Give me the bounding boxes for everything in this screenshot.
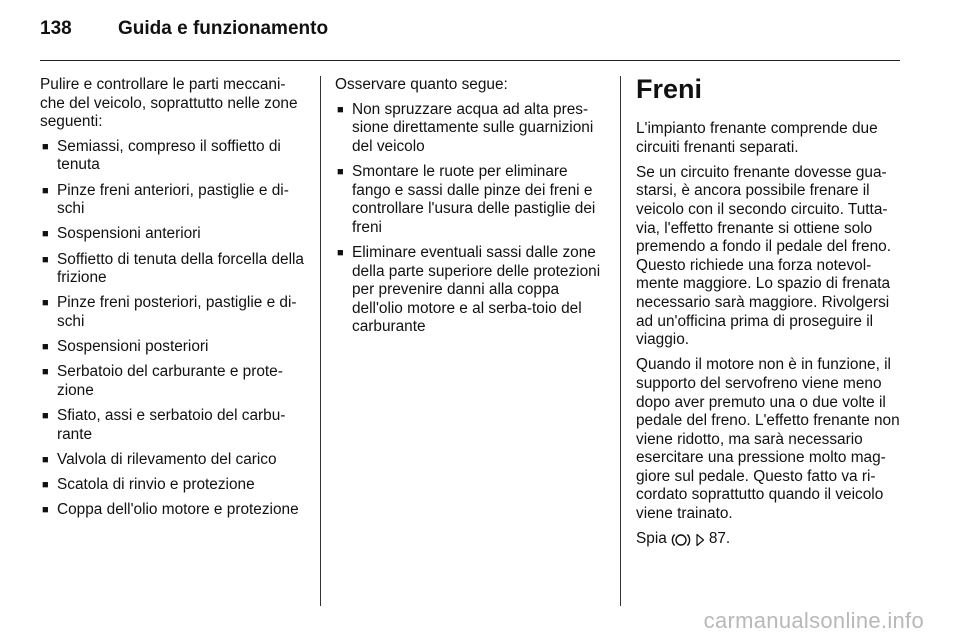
bullet-icon: ■ (42, 253, 49, 266)
reference-label: Spia (636, 530, 667, 548)
watermark: carmanualsonline.info (703, 608, 924, 633)
list-item: ■ Non spruzzare acqua ad alta pres-sione direttamente sulle guarnizioni del veicolo (337, 100, 594, 155)
bullet-icon: ■ (42, 504, 49, 517)
page-reference-arrow-icon (695, 533, 705, 547)
bullet-icon: ■ (42, 366, 49, 379)
cleaning-list (40, 138, 308, 520)
brakes-paragraph-1: L'impianto frenante comprende due circuiti frenanti separati. (636, 120, 878, 156)
column-precautions (335, 76, 603, 344)
column-brakes (636, 76, 902, 555)
page-number: 138 (40, 18, 72, 39)
bullet-icon: ■ (42, 479, 49, 492)
bullet-icon: ■ (42, 228, 49, 241)
brakes-paragraph-3: Quando il motore non è in funzione, il supporto del servofreno viene meno dopo aver premuto una o due volte il pedale del freno. L'effetto frenante non viene ridotto, ma sarà necessario esercitare una pressione molto mag-giore sul pedale. Questo fatto va ri-cordato soprattutto quando il veicolo viene trainato. (636, 356, 900, 523)
page-title: Guida e funzionamento (118, 18, 329, 39)
precautions-intro: Osservare quanto segue: (335, 76, 508, 93)
list-item: ■ Pinze freni anteriori, pastiglie e di-schi (42, 181, 289, 218)
list-item: ■ Coppa dell'olio motore e protezione (42, 501, 299, 519)
list-item: ■ Sospensioni anteriori (42, 225, 201, 243)
bullet-icon: ■ (42, 341, 49, 354)
header-rule (40, 60, 900, 61)
bullet-icon: ■ (42, 410, 49, 423)
column-divider-2 (620, 76, 621, 606)
cleaning-intro: Pulire e controllare le parti meccani-che del veicolo, soprattutto nelle zone seguenti: (40, 76, 298, 131)
list-item: ■ Smontare le ruote per eliminare fango e sassi dalle pinze dei freni e controllare l'usura delle pastiglie dei freni (337, 162, 596, 236)
reference-page[interactable]: 87. (708, 530, 731, 548)
list-item: ■ Sfiato, assi e serbatoio del carbu-rante (42, 407, 286, 443)
list-item: ■ Pinze freni posteriori, pastiglie e di-schi (42, 294, 297, 330)
column-divider-1 (320, 76, 321, 606)
bullet-icon: ■ (337, 165, 344, 178)
brakes-paragraph-2: Se un circuito frenante dovesse gua-starsi, è ancora possibile frenare il veicolo con il secondo circuito. Tutta-via, l'effetto frenante si ottiene solo premendo a fondo il pedale del freno. Questo richiede una forza notevol-mente maggiore. Lo spazio di frenata necessario sarà maggiore. Rivolgersi ad un'officina prima di proseguire il viaggio. (636, 163, 891, 349)
bullet-icon: ■ (42, 297, 49, 310)
list-item: ■ Sospensioni posteriori (42, 338, 209, 356)
bullet-icon: ■ (42, 140, 49, 153)
list-item: ■ Soffietto di tenuta della forcella della frizione (42, 250, 304, 287)
bullet-icon: ■ (42, 453, 49, 466)
bullet-icon: ■ (337, 103, 344, 116)
list-item: ■ Eliminare eventuali sassi dalle zone della parte superiore delle protezioni per prevenire danni alla coppa dell'olio motore e al serba-toio del carburante (337, 243, 601, 336)
page-header (40, 18, 328, 48)
list-item: ■ Serbatoio del carburante e prote-zione (42, 363, 283, 399)
column-cleaning (40, 76, 308, 526)
brake-warning-reference (636, 530, 730, 549)
list-item: ■ Scatola di rinvio e protezione (42, 476, 255, 494)
precautions-list (335, 101, 603, 337)
bullet-icon: ■ (42, 184, 49, 197)
list-item: ■ Semiassi, compreso il soffietto di tenuta (42, 137, 281, 174)
list-item: ■ Valvola di rilevamento del carico (42, 450, 277, 468)
bullet-icon: ■ (337, 246, 344, 259)
brake-warning-icon (671, 532, 691, 548)
section-title: Freni (636, 74, 703, 104)
